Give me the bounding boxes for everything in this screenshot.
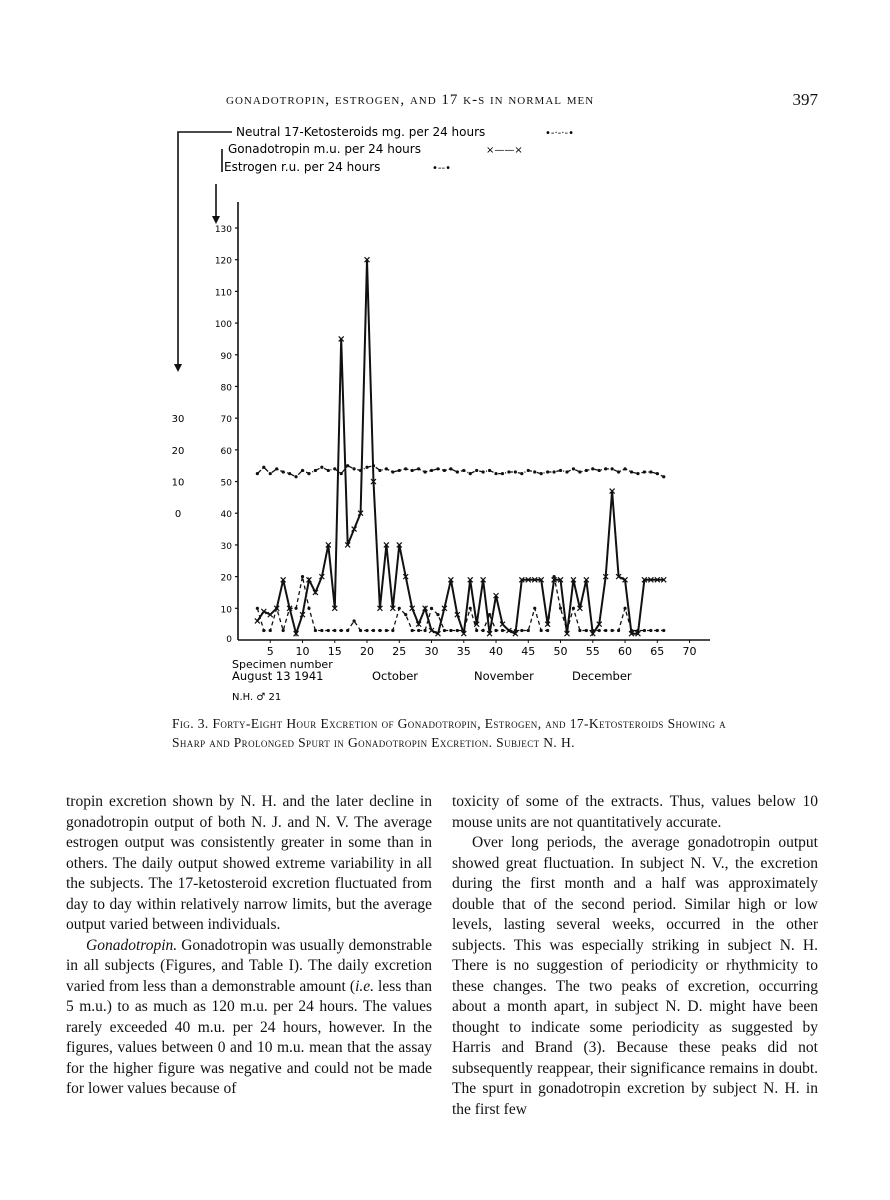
ketosteroid-point	[436, 467, 439, 470]
estrogen-point	[520, 629, 523, 632]
estrogen-point	[507, 629, 510, 632]
secondary-y-tick-label: 0	[174, 509, 182, 521]
estrogen-point	[288, 607, 291, 610]
estrogen-point	[591, 629, 594, 632]
estrogen-point	[546, 629, 549, 632]
ketosteroid-point	[288, 472, 291, 475]
ketosteroid-point	[578, 470, 581, 473]
ketosteroid-point	[314, 469, 317, 472]
estrogen-point	[333, 629, 336, 632]
ketosteroid-point	[572, 467, 575, 470]
estrogen-point	[611, 629, 614, 632]
ketosteroid-point	[494, 472, 497, 475]
ketosteroid-point	[656, 472, 659, 475]
estrogen-point	[372, 629, 375, 632]
estrogen-point	[572, 607, 575, 610]
page-number: 397	[792, 90, 818, 109]
estrogen-point	[398, 607, 401, 610]
estrogen-point	[385, 629, 388, 632]
ketosteroid-point	[611, 467, 614, 470]
month-label: October	[372, 669, 419, 683]
y-tick-label: 60	[220, 446, 232, 457]
ketosteroid-point	[262, 466, 265, 469]
figure-caption: Fig. 3. Forty-Eight Hour Excretion of Gonadotropin, Estrogen, and 17-Ketosteroids Showing a Sharp and Prolonged Spurt in Gonadotropin Excretion. Subject N. H.	[172, 716, 727, 750]
estrogen-point	[456, 629, 459, 632]
figure-3	[140, 120, 760, 720]
x-tick-label: 65	[650, 645, 665, 658]
ketosteroid-point	[423, 470, 426, 473]
ketosteroid-point	[546, 470, 549, 473]
ketosteroid-point	[256, 472, 259, 475]
estrogen-point	[540, 629, 543, 632]
y-tick-label: 30	[220, 541, 232, 552]
paragraph: tropin excretion shown by N. H. and the later decline in gonadotropin output of both N. J. and N. V. The average estrogen output was consistently greater in some than in others. The daily output showed extreme variability in all the subjects. The 17-ketosteroid excretion fluctuated from day to day within relatively narrow limits, but the average output varied between individuals.	[66, 793, 432, 933]
estrogen-point	[262, 629, 265, 632]
estrogen-point	[269, 629, 272, 632]
estrogen-point	[346, 629, 349, 632]
x-tick-label: 20	[360, 645, 375, 658]
series-line	[257, 466, 663, 477]
estrogen-point	[430, 607, 433, 610]
y-tick-label: 40	[220, 510, 232, 521]
legend-marker: ×——×	[486, 145, 523, 156]
ketosteroid-point	[378, 469, 381, 472]
ketosteroid-point	[430, 469, 433, 472]
paragraph-gonadotropin: Gonadotropin. Gonadotropin was usually demonstrable in all subjects (Figures, and Table I). The daily excretion varied from less than a demonstrable amount (i.e. less than 5 m.u.) to as much as 120 m.u. per 24 hours. The values rarely exceeded 40 m.u. per 24 hours, however. In the figures, values between 0 and 10 m.u. mean that the assay for the higher figure was negative and could not be made for lower values because of	[66, 936, 432, 1097]
ketosteroid-point	[591, 467, 594, 470]
x-tick-label: 25	[392, 645, 407, 658]
x-tick-label: 50	[553, 645, 568, 658]
estrogen-point	[307, 607, 310, 610]
estrogen-point	[462, 629, 465, 632]
x-tick-label: 35	[456, 645, 471, 658]
estrogen-point	[617, 629, 620, 632]
ketosteroid-point	[636, 472, 639, 475]
ketosteroid-point	[520, 472, 523, 475]
estrogen-point	[578, 629, 581, 632]
y-tick-label: 20	[220, 573, 232, 584]
ketosteroid-point	[307, 472, 310, 475]
estrogen-point	[359, 629, 362, 632]
ketosteroid-point	[294, 475, 297, 478]
ketosteroid-point	[617, 470, 620, 473]
ketosteroid-point	[404, 467, 407, 470]
y-tick-label: 80	[220, 383, 232, 394]
paragraph: toxicity of some of the extracts. Thus, values below 10 mouse units are not quantitatively accurate.	[452, 793, 818, 831]
ketosteroid-point	[456, 470, 459, 473]
ketosteroid-point	[643, 470, 646, 473]
estrogen-point	[585, 629, 588, 632]
x-tick-label: 45	[521, 645, 536, 658]
ketosteroid-point	[630, 470, 633, 473]
ketosteroid-point	[488, 469, 491, 472]
x-tick-label: 40	[489, 645, 504, 658]
ketosteroid-point	[475, 469, 478, 472]
estrogen-point	[443, 629, 446, 632]
estrogen-point	[449, 629, 452, 632]
estrogen-point	[649, 629, 652, 632]
ketosteroid-point	[449, 467, 452, 470]
y-tick-label: 90	[220, 351, 232, 362]
ketosteroid-point	[443, 469, 446, 472]
y-tick-label: 110	[214, 288, 232, 299]
ketosteroid-point	[333, 467, 336, 470]
estrogen-point	[494, 629, 497, 632]
ketosteroid-point	[301, 469, 304, 472]
running-title: gonadotropin, estrogen, and 17 k-s in normal men	[226, 92, 595, 108]
ketosteroid-point	[649, 470, 652, 473]
y-tick-label: 130	[214, 225, 232, 235]
ketosteroid-point	[365, 466, 368, 469]
ketosteroid-point	[411, 469, 414, 472]
ketosteroid-point	[327, 469, 330, 472]
estrogen-point	[643, 629, 646, 632]
ketosteroid-point	[482, 470, 485, 473]
estrogen-point	[378, 629, 381, 632]
x-tick-label: 30	[424, 645, 439, 658]
gonadotropin-point	[255, 618, 260, 623]
estrogen-point	[598, 629, 601, 632]
ketosteroid-point	[320, 466, 323, 469]
estrogen-point	[475, 629, 478, 632]
ketosteroid-point	[533, 470, 536, 473]
estrogen-point	[314, 629, 317, 632]
estrogen-point	[533, 607, 536, 610]
y-tick-label: 10	[220, 605, 232, 616]
estrogen-point	[282, 629, 285, 632]
legend-label: Estrogen r.u. per 24 hours	[224, 160, 381, 174]
legend-arrow-17ks	[174, 364, 182, 372]
y-tick-label: 120	[214, 256, 232, 267]
paragraph: Over long periods, the average gonadotropin output showed great fluctuation. In subject N. V., the excretion during the first month and a half was approximately double that of the second period. Similar high or low levels, lasting several weeks, occurred in the other subjects. This was especially striking in subject N. H. There is no suggestion of periodicity or rhythmicity to these changes. The two peaks of excretion, occurring about a month apart, in subject N. D. might have been thought to indicate some periodicity as suggested by Harris and Brand (3). Because these peaks did not subsequently reappear, their significance remains in doubt. The spurt in gonadotropin excretion by subject N. H. in the first few	[452, 834, 818, 1118]
estrogen-point	[275, 607, 278, 610]
secondary-y-tick-label: 30	[171, 414, 185, 426]
legend-marker: •-·-·-•	[545, 128, 574, 139]
ketosteroid-point	[623, 467, 626, 470]
estrogen-point	[482, 629, 485, 632]
ketosteroid-point	[282, 470, 285, 473]
month-label: November	[474, 669, 534, 683]
ketosteroid-point	[385, 467, 388, 470]
estrogen-point	[630, 629, 633, 632]
ketosteroid-point	[507, 470, 510, 473]
ketosteroid-point	[552, 470, 555, 473]
estrogen-point	[417, 629, 420, 632]
estrogen-point	[565, 629, 568, 632]
x-axis-label: Specimen number	[232, 658, 333, 671]
x-tick-label: 70	[682, 645, 697, 658]
estrogen-point	[365, 629, 368, 632]
ketosteroid-point	[527, 469, 530, 472]
estrogen-point	[301, 575, 304, 578]
running-head	[0, 92, 890, 116]
ketosteroid-point	[598, 469, 601, 472]
month-label: December	[572, 669, 632, 683]
right-column	[452, 792, 818, 1120]
estrogen-point	[391, 629, 394, 632]
estrogen-point	[552, 575, 555, 578]
legend-arrow-estrogen	[212, 216, 220, 224]
estrogen-point	[488, 613, 491, 616]
estrogen-point	[662, 629, 665, 632]
legend-label: Gonadotropin m.u. per 24 hours	[228, 142, 421, 156]
ketosteroid-point	[340, 472, 343, 475]
ketosteroid-point	[565, 470, 568, 473]
estrogen-point	[623, 607, 626, 610]
ketosteroid-point	[540, 472, 543, 475]
ketosteroid-point	[662, 475, 665, 478]
estrogen-point	[469, 607, 472, 610]
ketosteroid-point	[417, 467, 420, 470]
estrogen-point	[320, 629, 323, 632]
legend-marker: •--•	[432, 163, 452, 174]
ketosteroid-point	[353, 467, 356, 470]
secondary-y-tick-label: 20	[171, 445, 185, 457]
ketosteroid-point	[269, 472, 272, 475]
month-label: August 13 1941	[232, 669, 324, 683]
x-tick-label: 55	[585, 645, 600, 658]
estrogen-point	[404, 613, 407, 616]
estrogen-point	[559, 607, 562, 610]
estrogen-point	[256, 607, 259, 610]
ketosteroid-point	[559, 469, 562, 472]
y-tick-label: 70	[220, 415, 232, 426]
ketosteroid-point	[514, 470, 517, 473]
left-column	[66, 792, 432, 1100]
x-tick-label: 10	[295, 645, 310, 658]
section-head: Gonadotropin.	[86, 936, 178, 954]
estrogen-point	[527, 629, 530, 632]
estrogen-point	[340, 629, 343, 632]
ketosteroid-point	[275, 467, 278, 470]
legend-label: Neutral 17-Ketosteroids mg. per 24 hours	[236, 125, 486, 139]
estrogen-point	[604, 629, 607, 632]
estrogen-point	[353, 619, 356, 622]
estrogen-point	[294, 607, 297, 610]
ketosteroid-point	[585, 469, 588, 472]
ketosteroid-point	[391, 470, 394, 473]
x-tick-label: 5	[266, 645, 274, 658]
estrogen-point	[501, 629, 504, 632]
y-tick-label: 100	[214, 320, 232, 331]
y-tick-label: 0	[226, 635, 232, 645]
estrogen-point	[327, 629, 330, 632]
estrogen-point	[436, 613, 439, 616]
ketosteroid-point	[469, 472, 472, 475]
secondary-y-tick-label: 10	[171, 477, 185, 489]
x-tick-label: 15	[327, 645, 342, 658]
y-tick-label: 50	[220, 478, 232, 489]
ketosteroid-point	[501, 472, 504, 475]
estrogen-point	[656, 629, 659, 632]
ketosteroid-point	[462, 469, 465, 472]
series-line	[257, 260, 663, 634]
subject-label: N.H. ♂ 21	[232, 692, 282, 703]
x-tick-label: 60	[618, 645, 633, 658]
estrogen-point	[423, 629, 426, 632]
ketosteroid-point	[346, 464, 349, 467]
estrogen-point	[514, 629, 517, 632]
estrogen-point	[636, 629, 639, 632]
estrogen-point	[411, 629, 414, 632]
ketosteroid-point	[398, 469, 401, 472]
excretion-chart	[140, 120, 760, 720]
ketosteroid-point	[604, 467, 607, 470]
